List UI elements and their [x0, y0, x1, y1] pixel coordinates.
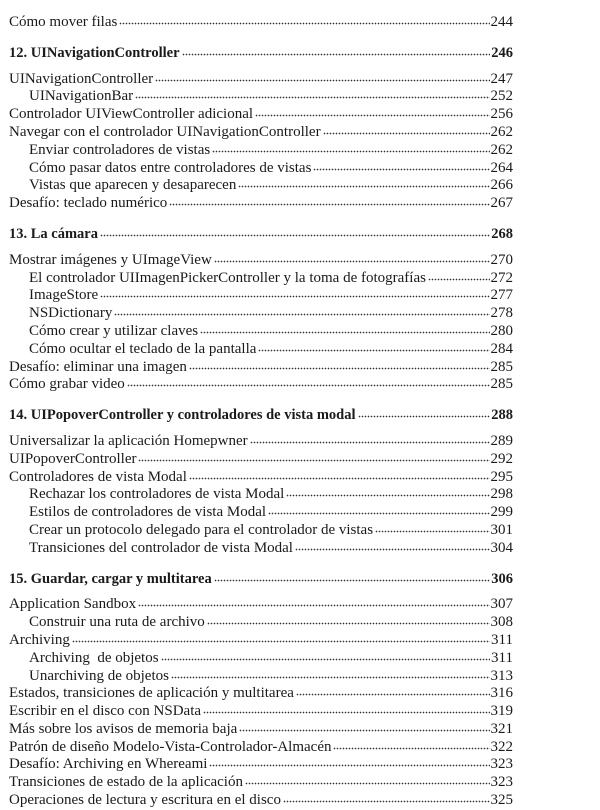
dot-leader — [245, 782, 490, 786]
toc-entry — [9, 685, 513, 703]
toc-page-number: 280 — [490, 322, 513, 339]
dot-leader — [189, 367, 490, 371]
dot-leader — [207, 622, 490, 626]
toc-page-number: 278 — [490, 305, 513, 322]
toc-page-number: 295 — [490, 468, 513, 485]
dot-leader — [255, 114, 489, 118]
toc-entry-title: Controlador UIViewController adicional — [9, 106, 254, 123]
toc-entry — [9, 632, 513, 650]
toc-entry-title: Cómo pasar datos entre controladores de vistas — [29, 159, 312, 176]
dot-leader — [100, 234, 490, 238]
toc-page-number: 299 — [490, 504, 513, 521]
toc-entry — [9, 142, 513, 160]
toc-entry — [9, 522, 513, 540]
toc-chapter-heading — [9, 571, 513, 589]
toc-page-number: 252 — [490, 88, 513, 105]
toc-page-number: 308 — [490, 614, 513, 631]
toc-entry-title: Construir una ruta de archivo — [29, 614, 205, 631]
dot-leader — [127, 384, 490, 388]
toc-entry-title: Rechazar los controladores de vista Modal — [29, 486, 285, 503]
toc-page-number: 264 — [490, 159, 513, 176]
dot-leader — [323, 132, 490, 136]
dot-leader — [286, 494, 489, 498]
dot-leader — [214, 260, 490, 264]
toc-entry — [9, 721, 513, 739]
dot-leader — [214, 579, 491, 583]
toc-entry — [9, 195, 513, 213]
toc-entry-title: Cómo grabar video — [9, 376, 125, 393]
table-of-contents — [9, 14, 513, 810]
toc-entry — [9, 739, 513, 757]
toc-page-number: 284 — [490, 340, 513, 357]
toc-page-number: 307 — [490, 596, 513, 613]
toc-entry-title: Mostrar imágenes y UImageView — [9, 251, 212, 268]
dot-leader — [268, 512, 489, 516]
toc-entry-title: Patrón de diseño Modelo-Vista-Controlador-Almacén — [9, 738, 332, 755]
toc-page-number: 323 — [490, 774, 513, 791]
toc-entry-title: Enviar controladores de vistas — [29, 141, 211, 158]
toc-page-number: 301 — [490, 521, 513, 538]
toc-page-number: 256 — [490, 106, 513, 123]
toc-entry-title: NSDictionary — [29, 305, 113, 322]
dot-leader — [203, 711, 489, 715]
toc-page-number: 306 — [491, 570, 513, 587]
toc-page-number: 268 — [491, 225, 513, 242]
toc-entry-title: Vistas que aparecen y desaparecen — [29, 177, 237, 194]
toc-entry — [9, 433, 513, 451]
toc-page-number: 267 — [490, 195, 513, 212]
toc-entry-title: ImageStore — [29, 287, 99, 304]
dot-leader — [155, 79, 489, 83]
toc-page-number: 272 — [490, 269, 513, 286]
toc-page-number: 262 — [490, 123, 513, 140]
dot-leader — [428, 278, 490, 282]
toc-entry-title: 14. UIPopoverController y controladores de vista modal — [9, 407, 356, 424]
toc-page-number: 321 — [490, 720, 513, 737]
toc-entry — [9, 252, 513, 270]
toc-entry-title: Application Sandbox — [9, 596, 137, 613]
dot-leader — [189, 477, 490, 481]
toc-entry-title: Transiciones de estado de la aplicación — [9, 774, 243, 791]
dot-leader — [135, 96, 489, 100]
toc-entry-title: Cómo crear y utilizar claves — [29, 322, 199, 339]
dot-leader — [258, 349, 489, 353]
toc-page-number: 319 — [490, 703, 513, 720]
toc-page-number: 311 — [491, 631, 513, 648]
toc-entry-title: Controladores de vista Modal — [9, 468, 187, 485]
dot-leader — [114, 313, 489, 317]
toc-entry-title: Universalizar la aplicación Homepwner — [9, 432, 248, 449]
toc-entry — [9, 451, 513, 469]
toc-entry — [9, 703, 513, 721]
toc-entry-title: UINavigationController — [9, 70, 154, 87]
toc-entry — [9, 359, 513, 377]
toc-page-number: 304 — [490, 539, 513, 556]
toc-page-number: 277 — [490, 287, 513, 304]
toc-entry — [9, 14, 513, 32]
dot-leader — [212, 150, 489, 154]
toc-page-number: 289 — [490, 432, 513, 449]
toc-page-number: 247 — [490, 70, 513, 87]
toc-page-number: 262 — [490, 141, 513, 158]
toc-page-number: 246 — [491, 44, 513, 61]
toc-entry — [9, 177, 513, 195]
toc-entry — [9, 540, 513, 558]
toc-entry — [9, 160, 513, 178]
toc-page-number: 266 — [490, 177, 513, 194]
toc-page-number: 311 — [491, 649, 513, 666]
dot-leader — [171, 676, 490, 680]
dot-leader — [283, 800, 490, 804]
toc-page-number: 313 — [490, 667, 513, 684]
toc-entry-title: Operaciones de lectura y escritura en el disco — [9, 792, 281, 809]
toc-entry-title: 12. UINavigationController — [9, 44, 180, 61]
toc-entry — [9, 71, 513, 89]
toc-entry — [9, 287, 513, 305]
toc-page-number: 244 — [490, 14, 513, 30]
toc-chapter-heading — [9, 45, 513, 63]
dot-leader — [161, 658, 490, 662]
dot-leader — [100, 295, 489, 299]
dot-leader — [119, 22, 489, 26]
toc-entry-title: Desafío: Archiving en Whereami — [9, 756, 208, 773]
toc-entry — [9, 486, 513, 504]
toc-page-number: 323 — [490, 756, 513, 773]
dot-leader — [138, 604, 489, 608]
dot-leader — [209, 764, 489, 768]
toc-entry-title: Escribir en el disco con NSData — [9, 703, 202, 720]
toc-chapter-heading — [9, 407, 513, 425]
toc-page-number: 322 — [490, 738, 513, 755]
toc-page-number: 292 — [490, 450, 513, 467]
dot-leader — [375, 530, 489, 534]
toc-entry — [9, 106, 513, 124]
dot-leader — [169, 203, 489, 207]
toc-entry — [9, 270, 513, 288]
toc-entry — [9, 376, 513, 394]
dot-leader — [333, 747, 489, 751]
toc-entry-title: Unarchiving de objetos — [29, 667, 169, 684]
dot-leader — [238, 185, 489, 189]
dot-leader — [138, 459, 489, 463]
dot-leader — [295, 548, 490, 552]
toc-entry-title: Archiving — [9, 631, 70, 648]
dot-leader — [296, 693, 490, 697]
toc-entry-title: 15. Guardar, cargar y multitarea — [9, 570, 212, 587]
toc-entry-title: Más sobre los avisos de memoria baja — [9, 720, 238, 737]
toc-entry — [9, 668, 513, 686]
toc-entry — [9, 504, 513, 522]
toc-entry-title: Desafío: eliminar una imagen — [9, 358, 187, 375]
toc-entry — [9, 305, 513, 323]
toc-entry — [9, 88, 513, 106]
dot-leader — [250, 441, 490, 445]
toc-entry-title: 13. La cámara — [9, 225, 98, 242]
toc-entry — [9, 774, 513, 792]
toc-page-number: 270 — [490, 251, 513, 268]
toc-entry-title: Archiving de objetos — [29, 649, 159, 666]
toc-entry-title: UIPopoverController — [9, 450, 137, 467]
toc-page-number: 288 — [491, 407, 513, 424]
dot-leader — [72, 640, 490, 644]
toc-entry — [9, 341, 513, 359]
toc-page-number: 325 — [490, 792, 513, 809]
toc-page-number: 316 — [490, 685, 513, 702]
toc-entry-title: Estilos de controladores de vista Modal — [29, 504, 267, 521]
dot-leader — [200, 331, 489, 335]
toc-entry — [9, 756, 513, 774]
toc-entry — [9, 124, 513, 142]
toc-entry-title: Cómo mover filas — [9, 14, 118, 30]
toc-entry — [9, 614, 513, 632]
dot-leader — [239, 729, 489, 733]
toc-entry-title: Estados, transiciones de aplicación y multitarea — [9, 685, 294, 702]
toc-entry — [9, 596, 513, 614]
dot-leader — [313, 168, 489, 172]
toc-chapter-heading — [9, 226, 513, 244]
toc-entry — [9, 792, 513, 810]
toc-entry — [9, 323, 513, 341]
toc-page-number: 285 — [490, 358, 513, 375]
toc-page-number: 298 — [490, 486, 513, 503]
dot-leader — [182, 53, 491, 57]
dot-leader — [358, 415, 491, 419]
toc-entry-title: Desafío: teclado numérico — [9, 195, 168, 212]
toc-entry-title: Cómo ocultar el teclado de la pantalla — [29, 340, 257, 357]
toc-entry — [9, 650, 513, 668]
toc-entry-title: Navegar con el controlador UINavigationController — [9, 123, 321, 140]
toc-page-number: 285 — [490, 376, 513, 393]
toc-entry-title: UINavigationBar — [29, 88, 134, 105]
toc-entry-title: Transiciones del controlador de vista Modal — [29, 539, 293, 556]
toc-entry — [9, 469, 513, 487]
toc-entry-title: El controlador UIImagenPickerController y la toma de fotografías — [29, 269, 426, 286]
toc-entry-title: Crear un protocolo delegado para el controlador de vistas — [29, 521, 374, 538]
